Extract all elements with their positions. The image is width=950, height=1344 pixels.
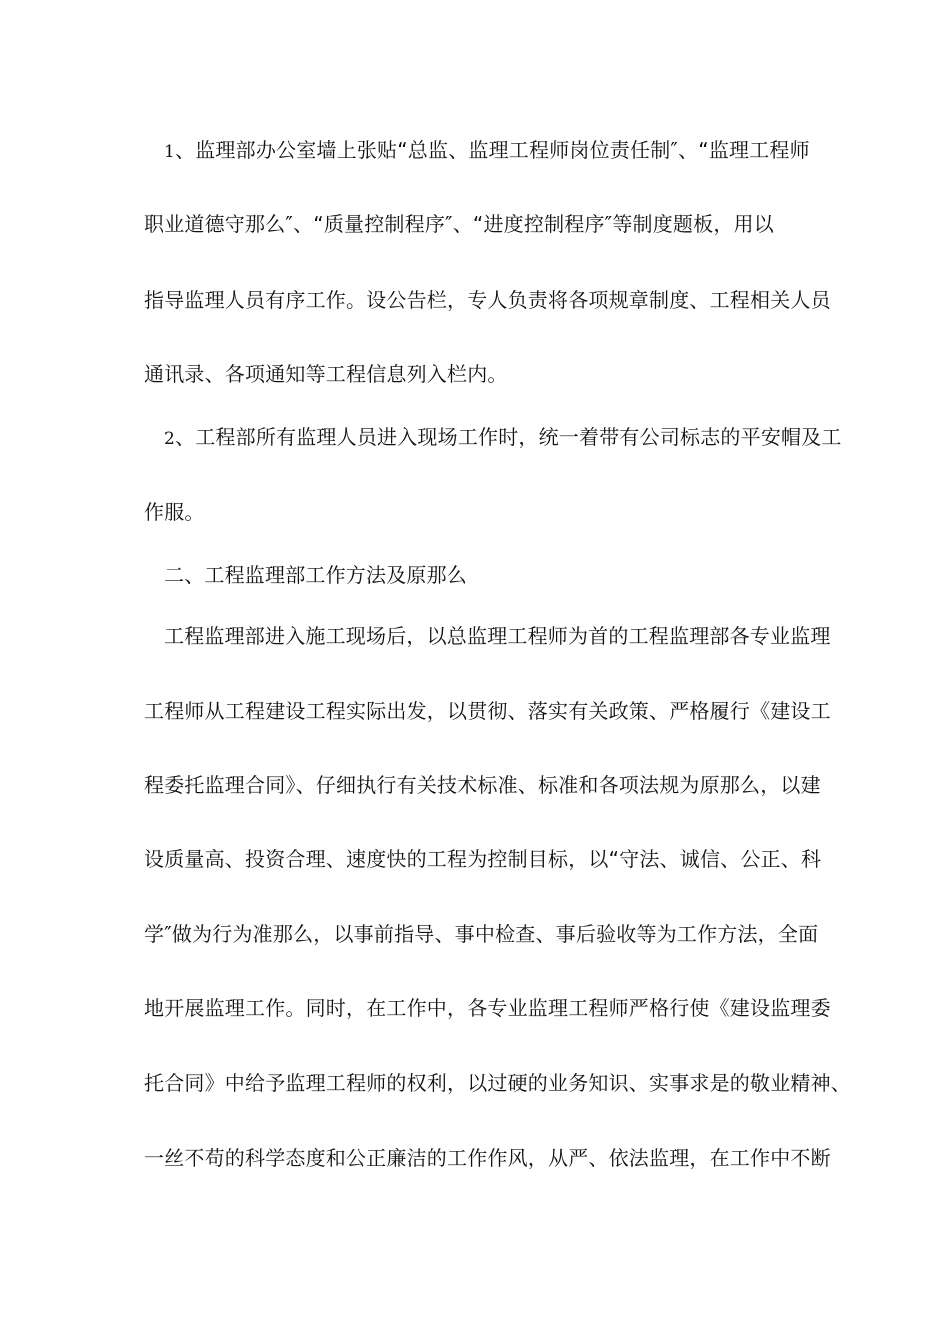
paragraph-2-line-1	[164, 423, 842, 453]
item-number-1: 1	[164, 142, 176, 162]
paragraph-3-line-8: 一丝不苟的科学态度和公正廉洁的工作作风，从严、依法监理，在工作中不断	[144, 1146, 831, 1170]
section-heading: 二、工程监理部工作方法及原那么	[164, 563, 467, 587]
paragraph-3-line-1: 工程监理部进入施工现场后，以总监理工程师为首的工程监理部各专业监理	[164, 624, 831, 648]
paragraph-1-line-3: 指导监理人员有序工作。设公告栏，专人负责将各项规章制度、工程相关人员	[144, 288, 831, 312]
paragraph-3-line-7: 托合同》中给予监理工程师的权利，以过硬的业务知识、实事求是的敬业精神、	[144, 1071, 851, 1095]
paragraph-3-line-2: 工程师从工程建设工程实际出发，以贯彻、落实有关政策、严格履行《建设工	[144, 699, 831, 723]
paragraph-2-line-2: 作服。	[144, 500, 205, 524]
paragraph-3-line-3: 程委托监理合同》、仔细执行有关技术标准、标准和各项法规为原那么，以建	[144, 773, 821, 797]
line-text: 、工程部所有监理人员进入现场工作时，统一着带有公司标志的平安帽及工	[175, 425, 842, 449]
paragraph-1-line-2: 职业道德守那么″、“质量控制程序″、“进度控制程序″等制度题板，用以	[144, 212, 774, 236]
paragraph-1-line-1	[164, 136, 834, 166]
paragraph-3-line-5: 学″做为行为准那么，以事前指导、事中检查、事后验收等为工作方法，全面	[144, 922, 819, 946]
paragraph-3-line-6: 地开展监理工作。同时，在工作中，各专业监理工程师严格行使《建设监理委	[144, 996, 831, 1020]
item-number-2: 2	[164, 429, 176, 449]
line-text: 、监理部办公室墙上张贴“总监、监理工程师岗位责任制″、“监理工程师	[175, 138, 810, 162]
paragraph-3-line-4: 设质量高、投资合理、速度快的工程为控制目标，以“守法、诚信、公正、科	[144, 847, 822, 871]
paragraph-1-line-4: 通讯录、各项通知等工程信息列入栏内。	[144, 362, 508, 386]
